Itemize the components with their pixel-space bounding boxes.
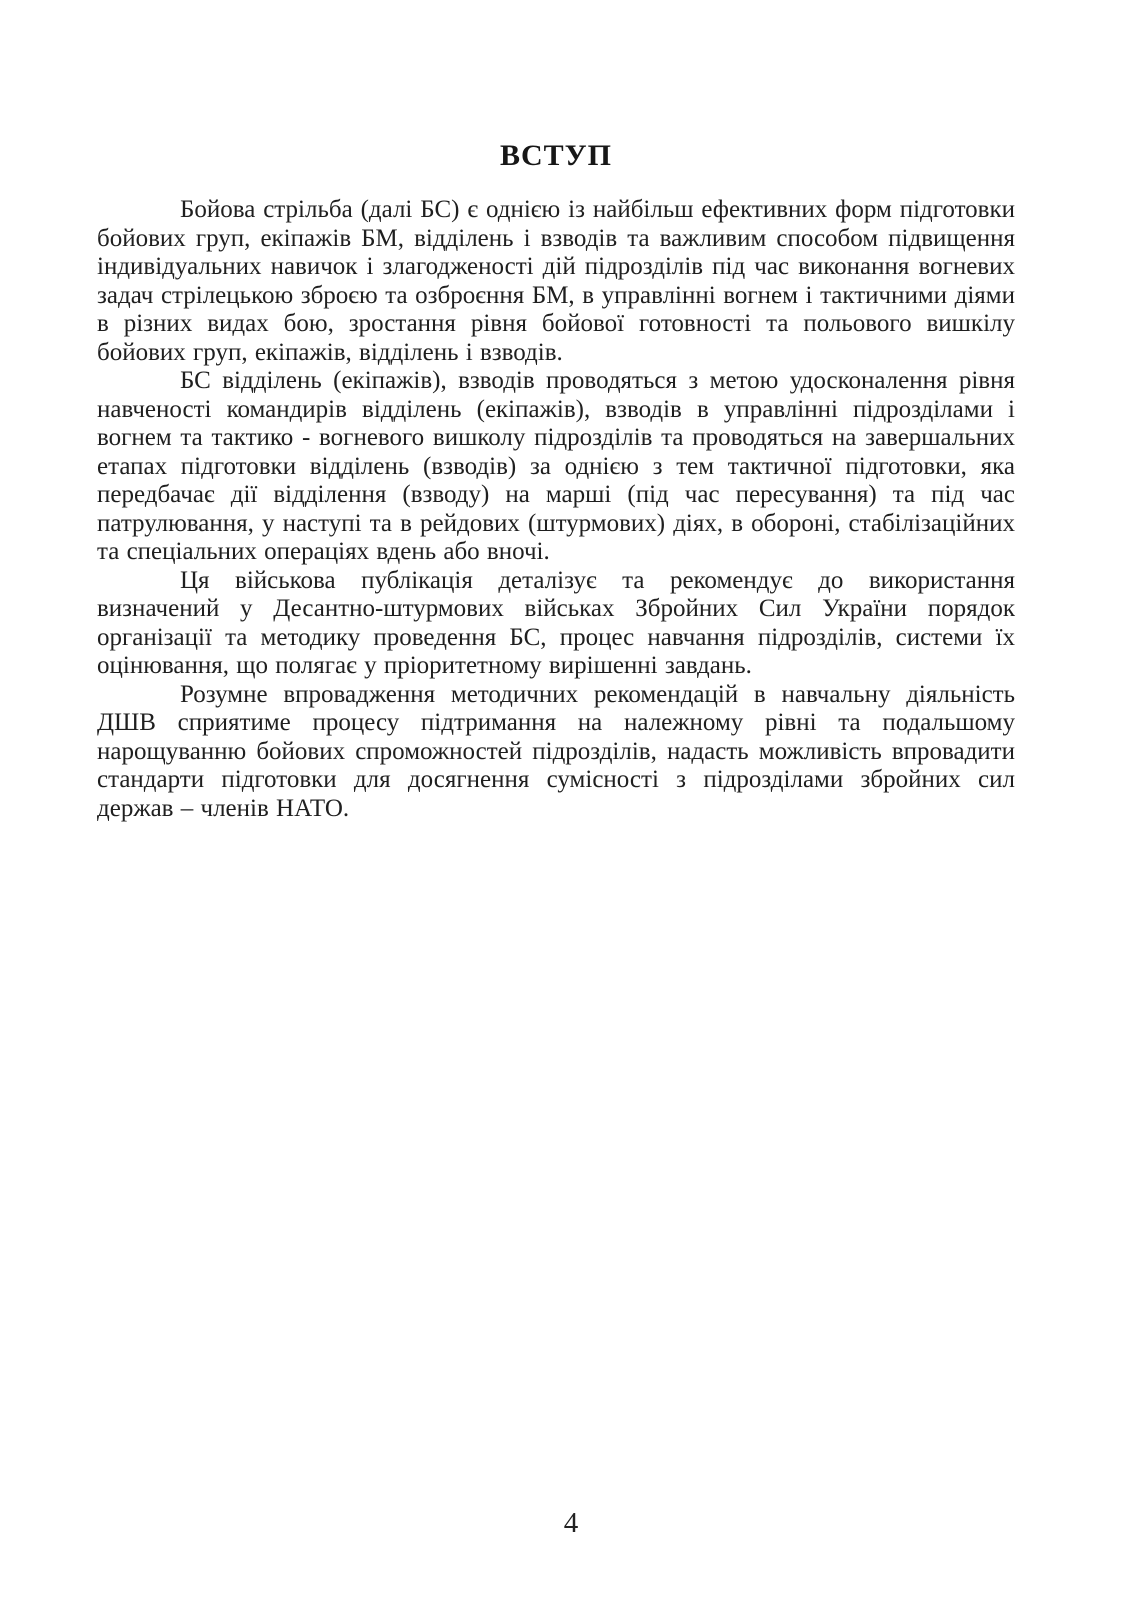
page-number: 4 bbox=[563, 1507, 579, 1539]
paragraph: БС відділень (екіпажів), взводів проводяться з метою удосконалення рівня навченості командирів відділень (екіпажів), взводів в управлінні підрозділами і вогнем та тактико - вогневого вишколу підрозділів та проводяться на завершальних етапах підготовки відділень (взводів) за однією з тем тактичної підготовки, яка передбачає дії відділення (взводу) на марші (під час пересування) та під час патрулювання, у наступі та в рейдових (штурмових) діях, в обороні, стабілізаційних та спеціальних операціях вдень або вночі. bbox=[97, 367, 1015, 565]
page-title: ВСТУП bbox=[499, 139, 613, 172]
paragraph: Розумне впровадження методичних рекомендацій в навчальну діяльність ДШВ сприятиме процесу підтримання на належному рівні та подальшому нарощуванню бойових спроможностей підрозділів, надасть можливість впровадити стандарти підготовки для досягнення сумісності з підрозділами збройних сил держав – членів НАТО. bbox=[97, 680, 1015, 822]
document-body bbox=[97, 196, 1015, 823]
paragraph: Ця військова публікація деталізує та рекомендує до використання визначений у Десантно-штурмових військах Збройних Сил України порядок організації та методику проведення БС, процес навчання підрозділів, системи їх оцінювання, що полягає у пріоритетному вирішенні завдань. bbox=[97, 566, 1015, 679]
document-content bbox=[97, 140, 1015, 823]
paragraph: Бойова стрільба (далі БС) є однією із найбільш ефективних форм підготовки бойових груп, екіпажів БМ, відділень і взводів та важливим способом підвищення індивідуальних навичок і злагодженості дій підрозділів під час виконання вогневих задач стрілецькою зброєю та озброєння БМ, в управлінні вогнем і тактичними діями в різних видах бою, зростання рівня бойової готовності та польового вишкілу бойових груп, екіпажів, відділень і взводів. bbox=[97, 196, 1015, 366]
